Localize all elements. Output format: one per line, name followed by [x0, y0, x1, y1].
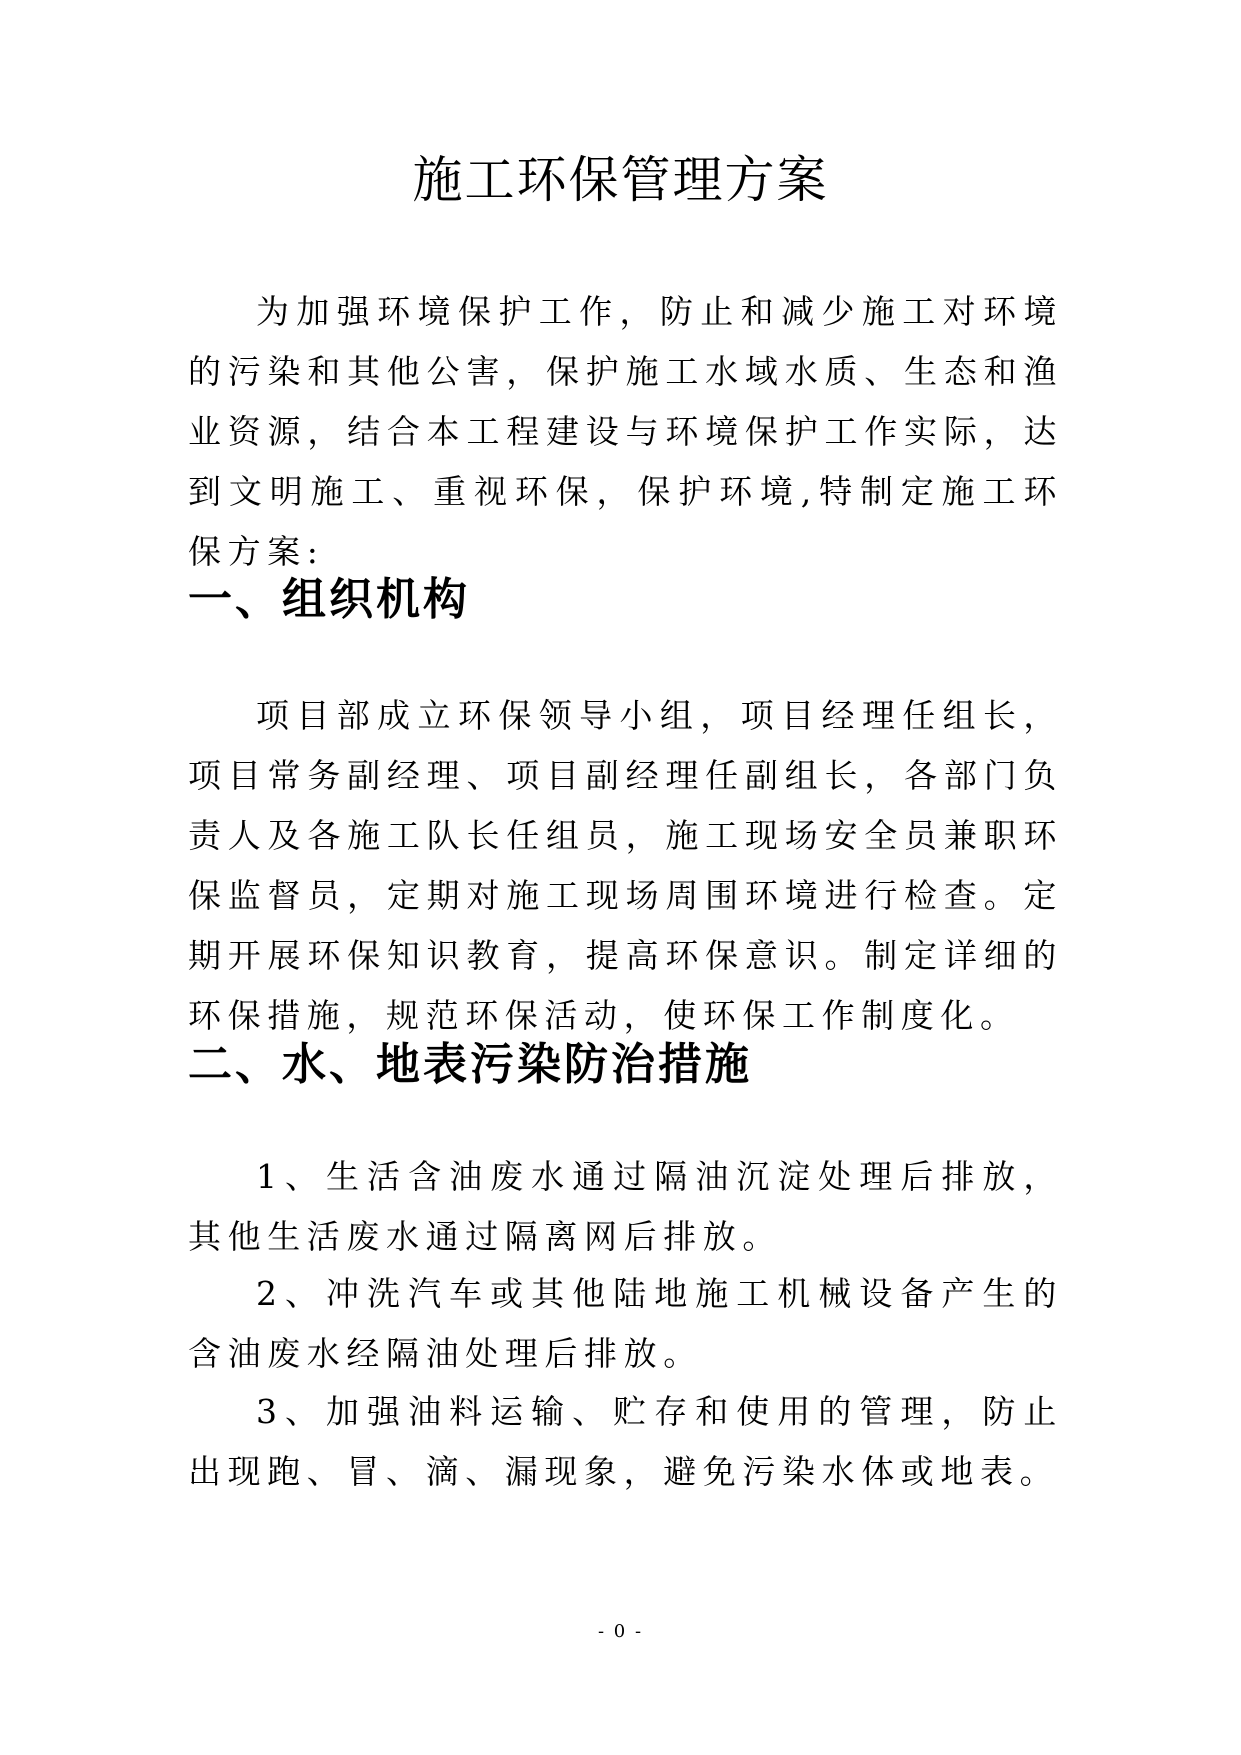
section-heading-organization: 一、组织机构 [188, 574, 470, 625]
organization-paragraph: 项目部成立环保领导小组，项目经理任组长，项目常务副经理、项目副经理任副组长，各部门负责人及各施工队长任组员，施工现场安全员兼职环保监督员，定期对施工现场周围环境进行检查。定期开展环保知识教育，提高环保意识。制定详细的环保措施，规范环保活动，使环保工作制度化。 [188, 696, 1063, 1035]
document-title: 施工环保管理方案 [412, 151, 829, 209]
measure-item-1: 1、生活含油废水通过隔油沉淀处理后排放，其他生活废水通过隔离网后排放。 [188, 1157, 1063, 1256]
measure-item-2: 2、冲洗汽车或其他陆地施工机械设备产生的含油废水经隔油处理后排放。 [188, 1274, 1063, 1373]
page-number: - 0 - [597, 1621, 644, 1642]
intro-paragraph: 为加强环境保护工作，防止和减少施工对环境的污染和其他公害，保护施工水域水质、生态和渔业资源，结合本工程建设与环境保护工作实际，达到文明施工、重视环保，保护环境,特制定施工环保方案: [188, 292, 1063, 571]
measure-item-3: 3、加强油料运输、贮存和使用的管理，防止出现跑、冒、滴、漏现象，避免污染水体或地表。 [188, 1392, 1063, 1491]
section-heading-pollution-prevention: 二、水、地表污染防治措施 [188, 1039, 752, 1090]
